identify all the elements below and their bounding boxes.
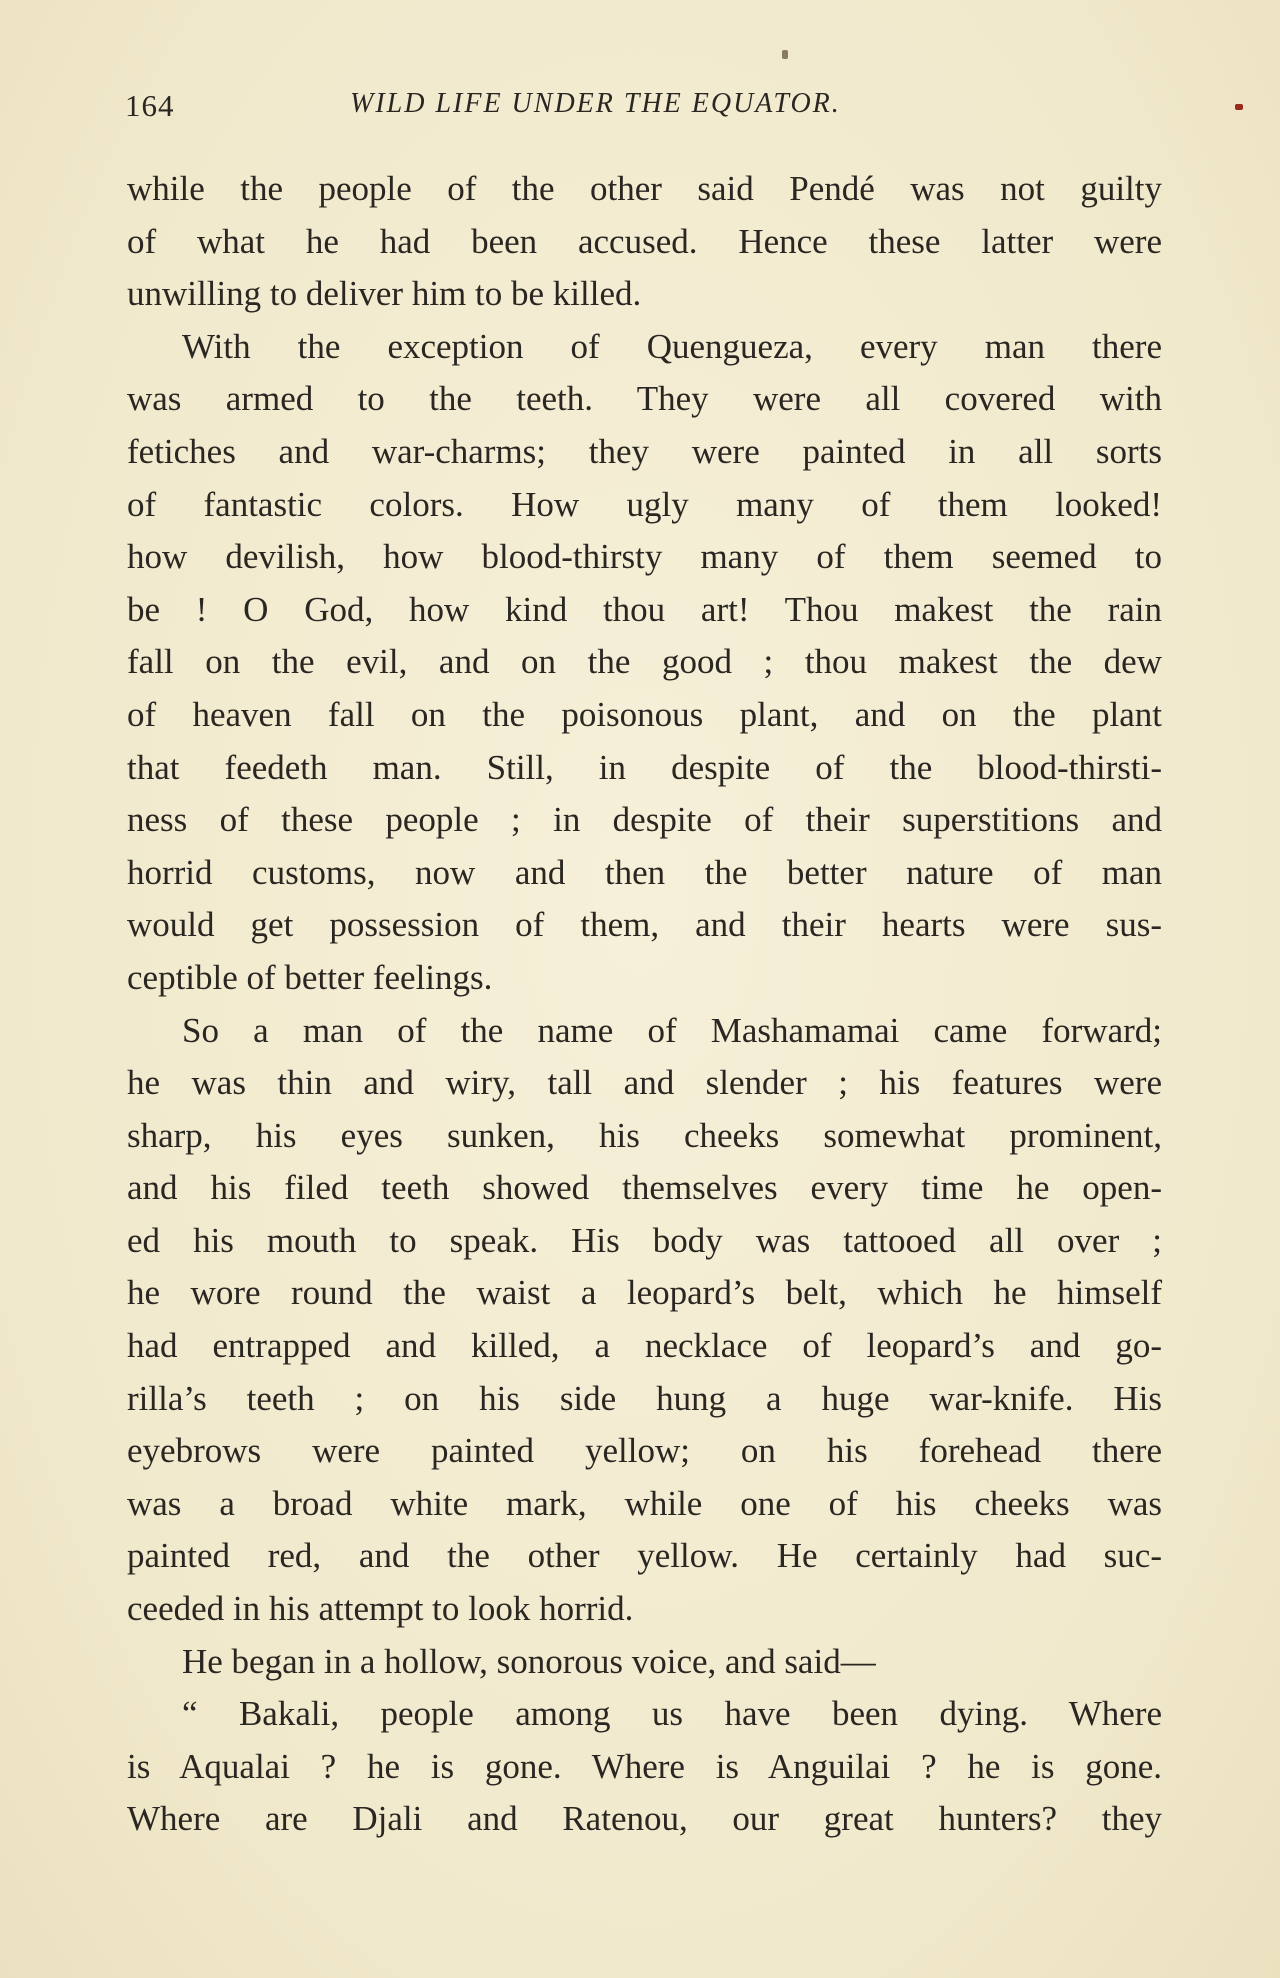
- text-line: ed his mouth to speak. His body was tattooed all over ;: [127, 1220, 1162, 1260]
- text-line: he wore round the waist a leopard’s belt, which he himself: [127, 1273, 1162, 1313]
- text-line: ceptible of better feelings.: [127, 957, 493, 997]
- text-line: was armed to the teeth. They were all covered with: [127, 379, 1162, 419]
- text-line: how devilish, how blood-thirsty many of them seemed to: [127, 537, 1162, 577]
- text-line: ness of these people ; in despite of their superstitions and: [127, 800, 1162, 840]
- text-line: Where are Djali and Ratenou, our great hunters? they: [127, 1799, 1162, 1839]
- text-line: fetiches and war-charms; they were painted in all sorts: [127, 431, 1162, 471]
- text-line: sharp, his eyes sunken, his cheeks somewhat prominent,: [127, 1115, 1162, 1155]
- text-line: So a man of the name of Mashamamai came forward;: [182, 1010, 1162, 1050]
- page-number: 164: [125, 88, 175, 123]
- text-line: rilla’s teeth ; on his side hung a huge war-knife. His: [127, 1378, 1162, 1418]
- running-title: WILD LIFE UNDER THE EQUATOR.: [350, 88, 841, 119]
- text-line: unwilling to deliver him to be killed.: [127, 274, 642, 314]
- text-line: eyebrows were painted yellow; on his forehead there: [127, 1431, 1162, 1471]
- body-text: [127, 163, 1162, 1846]
- text-line: “ Bakali, people among us have been dying. Where: [182, 1694, 1162, 1734]
- text-line: of fantastic colors. How ugly many of them looked!: [127, 484, 1162, 524]
- text-line: fall on the evil, and on the good ; thou makest the dew: [127, 642, 1162, 682]
- page-header: [125, 88, 1165, 134]
- text-line: horrid customs, now and then the better nature of man: [127, 852, 1162, 892]
- ink-speck: [1235, 104, 1243, 110]
- text-line: was a broad white mark, while one of his cheeks was: [127, 1483, 1162, 1523]
- text-line: and his filed teeth showed themselves every time he open-: [127, 1168, 1162, 1208]
- ink-speck: [782, 50, 788, 59]
- text-line: of what he had been accused. Hence these latter were: [127, 221, 1162, 261]
- text-line: while the people of the other said Pendé was not guilty: [127, 169, 1162, 208]
- text-line: is Aqualai ? he is gone. Where is Anguilai ? he is gone.: [127, 1746, 1162, 1786]
- text-line: that feedeth man. Still, in despite of the blood-thirsti-: [127, 747, 1162, 787]
- text-line: He began in a hollow, sonorous voice, and said—: [182, 1641, 876, 1681]
- text-line: he was thin and wiry, tall and slender ; his features were: [127, 1063, 1162, 1103]
- text-line: be ! O God, how kind thou art! Thou makest the rain: [127, 589, 1162, 629]
- text-line: had entrapped and killed, a necklace of leopard’s and go-: [127, 1326, 1162, 1366]
- text-line: painted red, and the other yellow. He certainly had suc-: [127, 1536, 1162, 1576]
- text-line: of heaven fall on the poisonous plant, and on the plant: [127, 694, 1162, 734]
- text-line: would get possession of them, and their hearts were sus-: [127, 905, 1162, 945]
- text-line: With the exception of Quengueza, every man there: [182, 326, 1162, 366]
- text-line: ceeded in his attempt to look horrid.: [127, 1589, 634, 1629]
